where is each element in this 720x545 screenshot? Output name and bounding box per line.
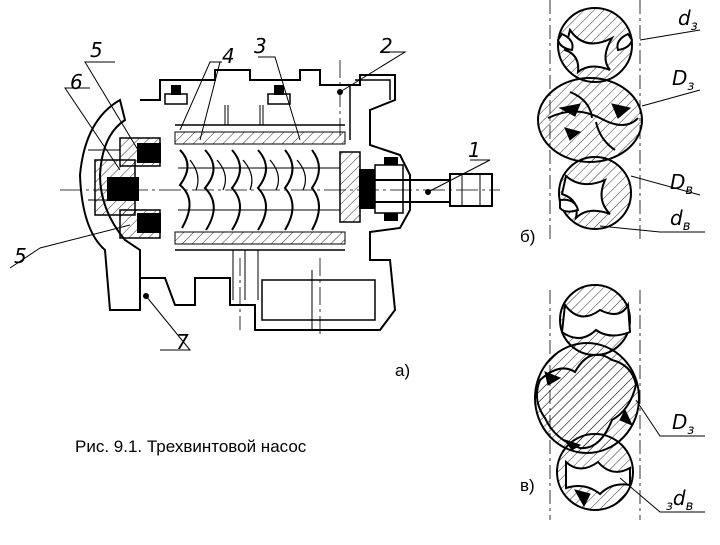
dim-d-z-b: $d_з$ <box>678 6 698 34</box>
cross-section-view-b <box>538 0 705 240</box>
part-label-3: 3 <box>254 34 267 58</box>
pump-section-view <box>60 60 500 335</box>
part-label-4: 4 <box>222 44 235 68</box>
part-label-1: 1 <box>468 138 481 162</box>
part-label-6: 6 <box>70 70 83 94</box>
dim-D-z-b: $D_з$ <box>672 66 695 94</box>
dim-D-z-v: $D_з$ <box>672 410 695 438</box>
part-label-5-top: 5 <box>90 38 103 62</box>
idler-top-b <box>558 8 632 82</box>
part-label-7: 7 <box>176 330 189 354</box>
dim-d-v-v: $_зd_в$ <box>666 486 694 514</box>
idler-bottom-b <box>559 157 631 229</box>
cross-section-view-v <box>535 285 705 520</box>
dim-D-v-b: $D_в$ <box>670 170 694 198</box>
figure-caption: Рис. 9.1. Трехвинтовой насос <box>75 437 307 456</box>
view-label-b: б) <box>520 227 536 246</box>
drive-screw-b <box>538 78 642 162</box>
view-label-v: в) <box>520 476 535 495</box>
part-label-2: 2 <box>380 34 393 58</box>
view-label-a: а) <box>395 361 411 380</box>
dim-d-v-b: $d_в$ <box>670 206 691 234</box>
idler-bottom-v <box>557 434 633 510</box>
part-label-5-left: 5 <box>14 244 27 268</box>
